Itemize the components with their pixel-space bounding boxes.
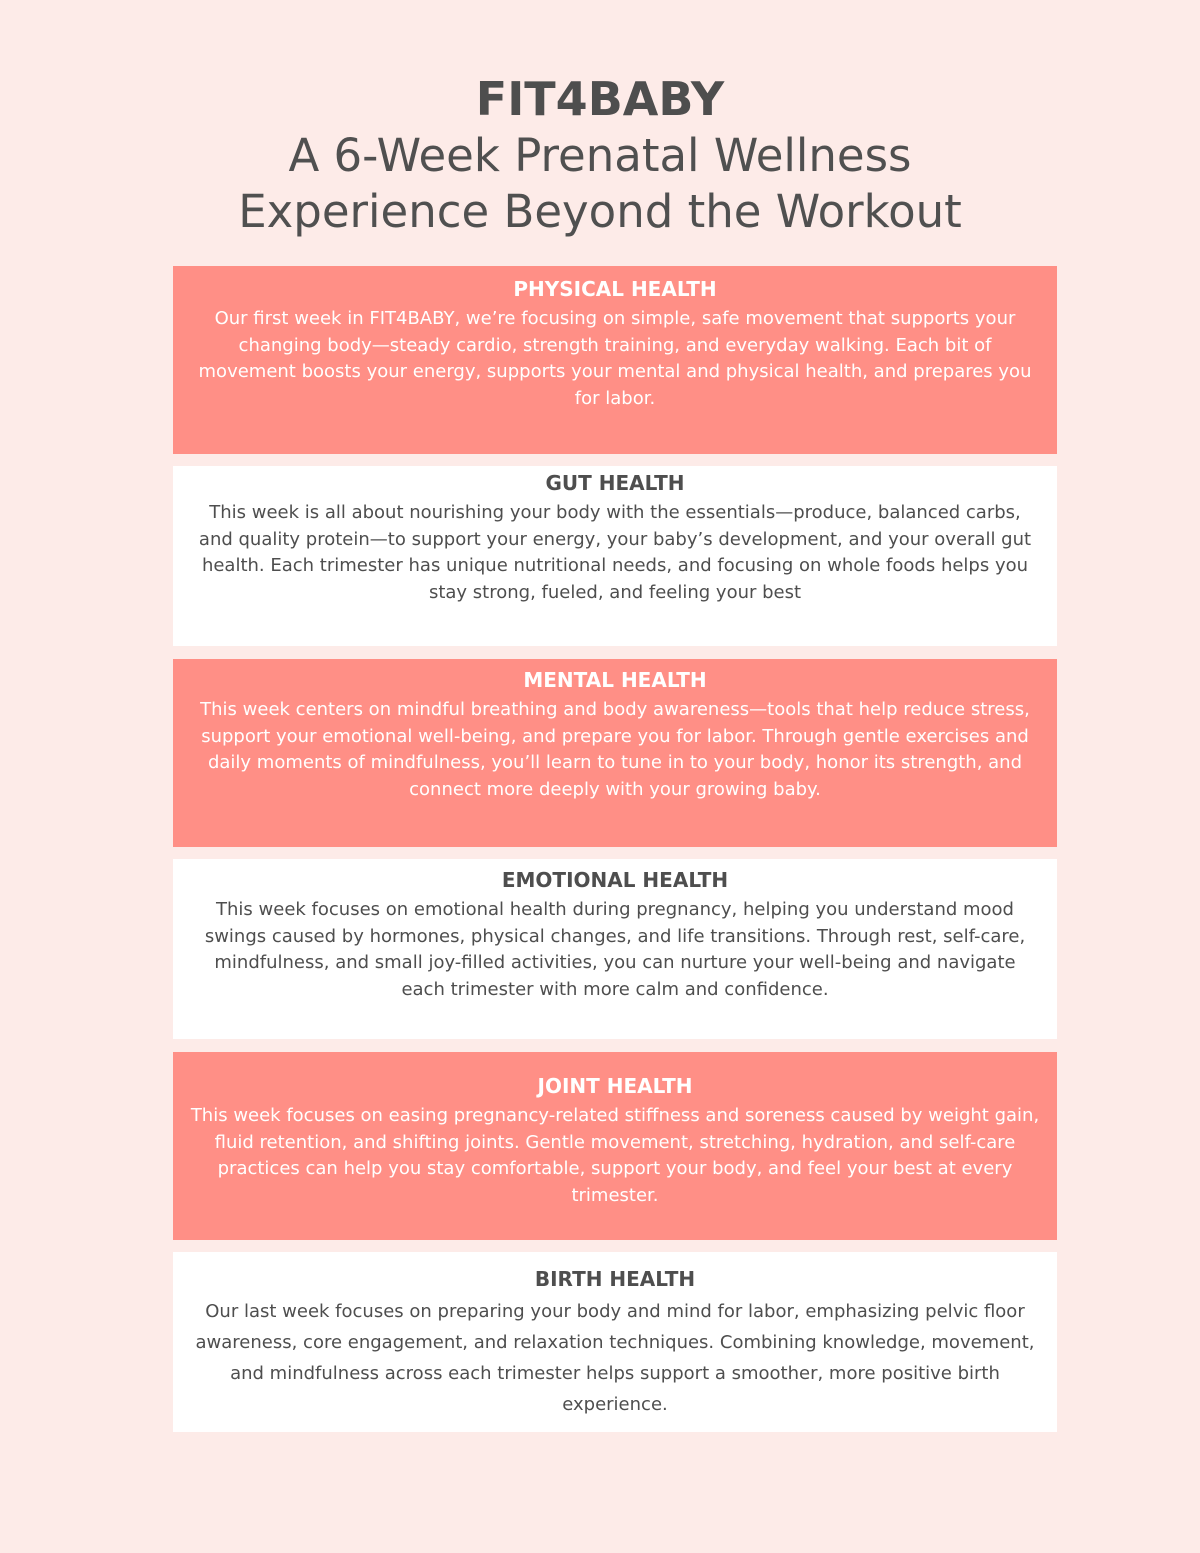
section-gut-health — [173, 466, 1057, 646]
section-title: PHYSICAL HEALTH — [513, 277, 717, 301]
brand-title: FIT4BABY — [475, 72, 725, 126]
section-title: JOINT HEALTH — [537, 1074, 693, 1098]
section-body: This week is all about nourishing your body with the essentials—produce, balanced carbs, and quality protein—to support your energy, your baby’s development, and your overall gut health. Each trimester has unique nutritional needs, and focusing on whole foods helps you stay strong, fueled, and feeling your best — [198, 502, 1032, 603]
subtitle-line-1: A 6-Week Prenatal Wellness — [288, 129, 912, 182]
section-physical-health — [173, 266, 1057, 454]
section-emotional-health — [173, 859, 1057, 1039]
section-joint-health — [173, 1052, 1057, 1240]
section-title: MENTAL HEALTH — [523, 668, 707, 692]
section-body: This week centers on mindful breathing and body awareness—tools that help reduce stress, support your emotional well-being, and prepare you for labor. Through gentle exercises and daily moments of mindfulness, you’ll learn to tune in to your body, honor its strength, and connect more deeply with your growing baby. — [200, 699, 1030, 800]
section-body: Our last week focuses on preparing your body and mind for labor, emphasizing pelvic floor awareness, core engagement, and relaxation techniques. Combining knowledge, movement, and mindfulness across each trimester helps support a smoother, more positive birth experience. — [195, 1301, 1035, 1415]
section-body: This week focuses on emotional health during pregnancy, helping you understand mood swings caused by hormones, physical changes, and life transitions. Through rest, self-care, mindfulness, and small joy-filled activities, you can nurture your well-being and navigate each trimester with more calm and confidence. — [204, 899, 1026, 1000]
section-title: EMOTIONAL HEALTH — [501, 868, 729, 892]
page-subtitle — [0, 128, 1200, 240]
page-header — [0, 70, 1200, 240]
section-mental-health — [173, 659, 1057, 847]
section-body: This week focuses on easing pregnancy-related stiffness and soreness caused by weight gain, fluid retention, and shifting joints. Gentle movement, stretching, hydration, and self-care practices can help you stay comfortable, support your body, and feel your best at every trimester. — [190, 1105, 1040, 1206]
subtitle-line-2: Experience Beyond the Workout — [238, 185, 962, 238]
section-title: BIRTH HEALTH — [534, 1267, 696, 1291]
section-birth-health — [173, 1252, 1057, 1432]
section-title: GUT HEALTH — [545, 471, 685, 495]
section-body: Our first week in FIT4BABY, we’re focusing on simple, safe movement that supports your changing body—steady cardio, strength training, and everyday walking. Each bit of movement boosts your energy, supports your mental and physical health, and prepares you for labor. — [198, 308, 1032, 409]
